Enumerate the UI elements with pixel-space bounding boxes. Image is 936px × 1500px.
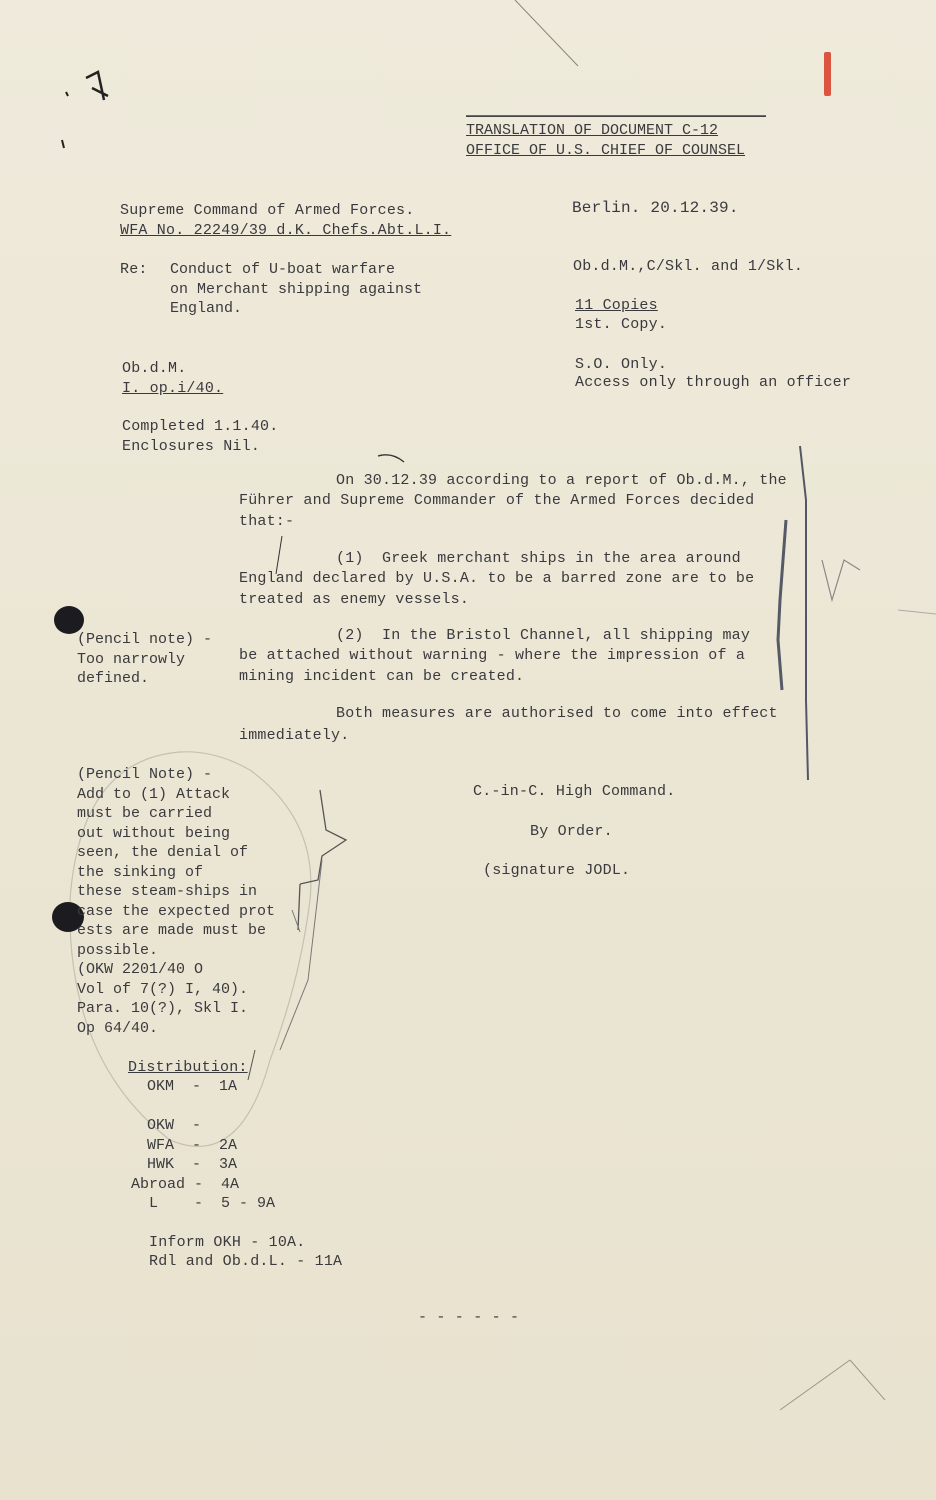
item-1-line: (1) Greek merchant ships in the area around bbox=[336, 550, 741, 567]
distribution-row bbox=[131, 1097, 275, 1117]
enclosures-line: Enclosures Nil. bbox=[122, 438, 261, 455]
pencil-note-2 bbox=[77, 765, 275, 1038]
signature-by-order: By Order. bbox=[530, 823, 613, 840]
reference-line-1: Ob.d.M. bbox=[122, 360, 187, 377]
note-line: (Pencil Note) - bbox=[77, 766, 213, 783]
closing-line: immediately. bbox=[239, 727, 350, 744]
note-line: seen, the denial of bbox=[77, 844, 249, 861]
body-intro-line: Führer and Supreme Commander of the Armed Forces decided bbox=[239, 492, 755, 509]
header-line-2: OFFICE OF U.S. CHIEF OF COUNSEL bbox=[466, 142, 746, 159]
reference-line-2: I. op.i/40. bbox=[122, 380, 224, 397]
note-line: case the expected prot bbox=[77, 902, 276, 920]
note-line: these steam-ships in bbox=[77, 883, 258, 900]
classification-line-1: S.O. Only. bbox=[575, 356, 668, 373]
distribution-list bbox=[131, 1077, 275, 1214]
subject-text bbox=[170, 260, 422, 319]
inform-line: Inform OKH - 10A. bbox=[149, 1234, 306, 1251]
note-line: out without being bbox=[77, 824, 231, 842]
signature-name: (signature JODL. bbox=[483, 862, 631, 879]
sender-line-2: WFA No. 22249/39 d.K. Chefs.Abt.L.I. bbox=[120, 222, 452, 239]
end-mark: - - - - - - bbox=[418, 1309, 520, 1326]
sender-line-1: Supreme Command of Armed Forces. bbox=[120, 202, 415, 219]
subject-line: England. bbox=[170, 300, 243, 317]
distribution-row: OKM - 1A bbox=[147, 1078, 238, 1095]
distribution-title: Distribution: bbox=[128, 1059, 248, 1076]
subject-line: Conduct of U-boat warfare bbox=[170, 261, 396, 278]
distribution-row: OKW - bbox=[147, 1117, 202, 1134]
item-1-line: treated as enemy vessels. bbox=[239, 591, 470, 608]
place-date: Berlin. 20.12.39. bbox=[572, 199, 739, 217]
translation-header bbox=[466, 116, 766, 161]
addressee: Ob.d.M.,C/Skl. and 1/Skl. bbox=[573, 258, 804, 275]
red-tab-mark bbox=[824, 52, 831, 96]
note-line: the sinking of bbox=[77, 863, 204, 881]
closing-line: Both measures are authorised to come into effect bbox=[336, 705, 778, 722]
item-2-line: (2) In the Bristol Channel, all shipping may bbox=[336, 627, 751, 644]
note-line: defined. bbox=[77, 670, 150, 687]
note-line: (OKW 2201/40 O bbox=[77, 961, 204, 978]
signature-title: C.-in-C. High Command. bbox=[473, 783, 676, 800]
item-2-line: be attached without warning - where the impression of a bbox=[239, 647, 746, 664]
distribution-row: Abroad - 4A bbox=[131, 1175, 240, 1193]
distribution-row: HWK - 3A bbox=[147, 1156, 238, 1173]
copy-number: 1st. Copy. bbox=[575, 316, 668, 333]
note-line: must be carried bbox=[77, 805, 213, 822]
body-intro-line: that:- bbox=[239, 513, 295, 530]
note-line: Add to (1) Attack bbox=[77, 785, 231, 803]
distribution-row: L - 5 - 9A bbox=[149, 1195, 276, 1212]
note-line: Para. 10(?), Skl I. bbox=[77, 1000, 249, 1017]
item-1-line: England declared by U.S.A. to be a barred zone are to be bbox=[239, 570, 755, 587]
note-line: Op 64/40. bbox=[77, 1019, 159, 1037]
completed-line: Completed 1.1.40. bbox=[122, 418, 279, 435]
note-line: possible. bbox=[77, 941, 159, 959]
note-line: (Pencil note) - bbox=[77, 631, 213, 648]
pencil-note-1 bbox=[77, 630, 212, 689]
header-line-1: TRANSLATION OF DOCUMENT C-12 bbox=[466, 122, 719, 139]
subject-line: on Merchant shipping against bbox=[170, 280, 423, 298]
item-2-line: mining incident can be created. bbox=[239, 668, 525, 685]
distribution-row: WFA - 2A bbox=[147, 1136, 238, 1154]
classification-line-2: Access only through an officer bbox=[575, 374, 852, 391]
copies-count: 11 Copies bbox=[575, 297, 658, 314]
note-line: Vol of 7(?) I, 40). bbox=[77, 980, 249, 998]
inform-line: Rdl and Ob.d.L. - 11A bbox=[149, 1253, 343, 1270]
body-intro-line: On 30.12.39 according to a report of Ob.d.M., the bbox=[336, 472, 787, 489]
note-line: ests are made must be bbox=[77, 922, 267, 939]
subject-label: Re: bbox=[120, 261, 148, 278]
note-line: Too narrowly bbox=[77, 650, 186, 668]
